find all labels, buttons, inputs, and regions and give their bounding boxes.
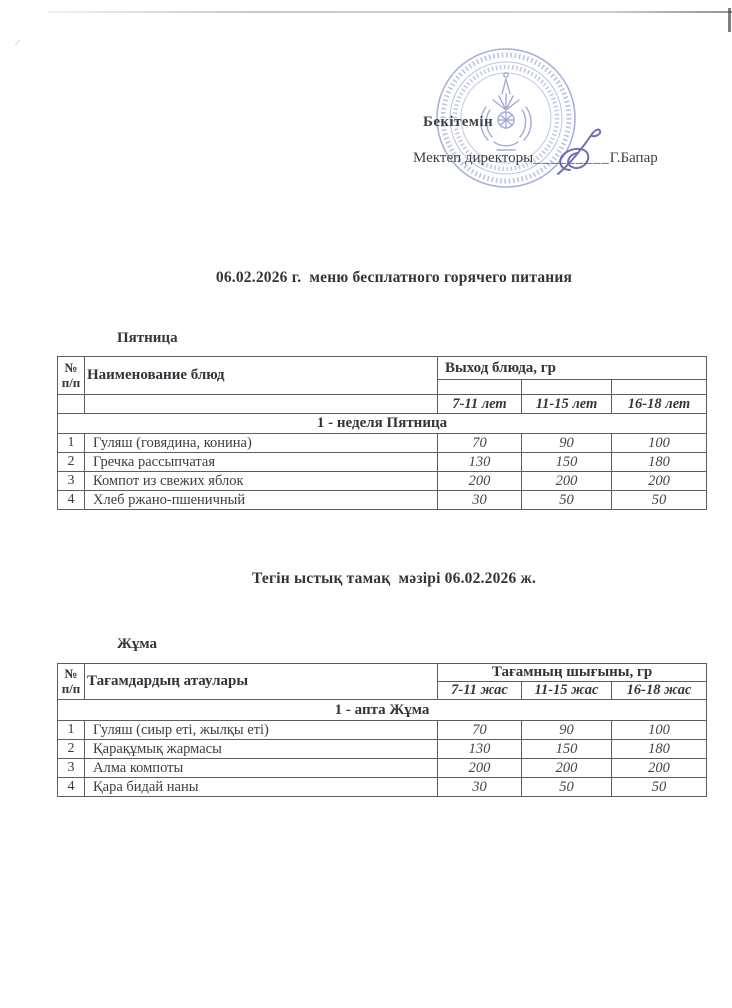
- portion-11-15: 200: [522, 759, 612, 778]
- signature-underline: _________: [533, 150, 610, 166]
- portion-7-11: 200: [438, 472, 522, 491]
- portion-11-15: 50: [522, 491, 612, 510]
- dish-name: Қарақұмық жармасы: [85, 740, 438, 759]
- table-row: [58, 740, 707, 759]
- age-header-11-15: 11-15 жас: [522, 682, 612, 700]
- portion-16-18: 50: [612, 491, 707, 510]
- dish-name: Гуляш (сиыр еті, жылқы еті): [85, 721, 438, 740]
- portion-7-11: 70: [438, 721, 522, 740]
- age-header-7-11: 7-11 лет: [438, 395, 522, 414]
- portion-11-15: 90: [522, 434, 612, 453]
- row-number: 2: [58, 453, 85, 472]
- portion-7-11: 200: [438, 759, 522, 778]
- dish-name: Хлеб ржано-пшеничный: [85, 491, 438, 510]
- col-header-dish: Тағамдардың атаулары: [85, 664, 438, 700]
- dish-name: Қара бидай наны: [85, 778, 438, 797]
- scan-edge-line: [48, 11, 732, 13]
- portion-16-18: 200: [612, 472, 707, 491]
- table-row: [58, 472, 707, 491]
- director-label: Мектеп директоры: [413, 150, 534, 166]
- portion-16-18: 200: [612, 759, 707, 778]
- table-row: [58, 434, 707, 453]
- portion-7-11: 130: [438, 740, 522, 759]
- table-row: [58, 491, 707, 510]
- portion-11-15: 150: [522, 740, 612, 759]
- director-signature-icon: [548, 118, 610, 185]
- director-signature-line: [413, 150, 658, 167]
- row-number: 2: [58, 740, 85, 759]
- dish-name: Гуляш (говядина, конина): [85, 434, 438, 453]
- portion-11-15: 200: [522, 472, 612, 491]
- header-row: [58, 357, 707, 380]
- menu-title-ru: 06.02.2026 г. меню бесплатного горячего питания: [215, 269, 573, 286]
- week-row: [58, 414, 707, 434]
- week-label: 1 - неделя Пятница: [58, 414, 707, 434]
- age-header-16-18: 16-18 лет: [612, 395, 707, 414]
- dish-name: Компот из свежих яблок: [85, 472, 438, 491]
- age-header-11-15: 11-15 лет: [522, 395, 612, 414]
- col-header-no: № п/п: [58, 357, 85, 395]
- table-row: [58, 453, 707, 472]
- portion-7-11: 30: [438, 778, 522, 797]
- col-header-no: № п/п: [58, 664, 85, 700]
- col-header-output: Тағамның шығыны, гр: [438, 664, 707, 682]
- menu-title-kz: Тегін ыстық тамақ мәзірі 06.02.2026 ж.: [251, 570, 537, 587]
- day-heading-ru: Пятница: [117, 330, 178, 346]
- portion-16-18: 180: [612, 453, 707, 472]
- week-row: [58, 700, 707, 721]
- col-header-dish: Наименование блюд: [85, 357, 438, 395]
- portion-7-11: 30: [438, 491, 522, 510]
- row-number: 1: [58, 721, 85, 740]
- header-row: [58, 664, 707, 682]
- menu-table-ru: [57, 356, 707, 510]
- dish-name: Алма компоты: [85, 759, 438, 778]
- row-number: 4: [58, 778, 85, 797]
- row-number: 3: [58, 472, 85, 491]
- day-heading-kz: Жұма: [117, 636, 157, 652]
- age-header-16-18: 16-18 жас: [612, 682, 707, 700]
- table-row: [58, 759, 707, 778]
- director-name: Г.Бапар: [609, 150, 658, 166]
- scan-speck: [15, 40, 27, 52]
- age-header-7-11: 7-11 жас: [438, 682, 522, 700]
- portion-16-18: 100: [612, 721, 707, 740]
- portion-11-15: 150: [522, 453, 612, 472]
- portion-16-18: 100: [612, 434, 707, 453]
- row-number: 3: [58, 759, 85, 778]
- week-label: 1 - апта Жұма: [58, 700, 707, 721]
- table-row: [58, 778, 707, 797]
- scan-corner-mark: [728, 8, 731, 32]
- row-number: 1: [58, 434, 85, 453]
- age-header-row: [58, 395, 707, 414]
- portion-16-18: 180: [612, 740, 707, 759]
- portion-11-15: 90: [522, 721, 612, 740]
- menu-table-kz: [57, 663, 707, 797]
- approve-label: Бекітемін: [423, 114, 494, 130]
- portion-7-11: 70: [438, 434, 522, 453]
- row-number: 4: [58, 491, 85, 510]
- portion-16-18: 50: [612, 778, 707, 797]
- col-header-output: Выход блюда, гр: [438, 357, 707, 380]
- portion-7-11: 130: [438, 453, 522, 472]
- portion-11-15: 50: [522, 778, 612, 797]
- table-row: [58, 721, 707, 740]
- dish-name: Гречка рассыпчатая: [85, 453, 438, 472]
